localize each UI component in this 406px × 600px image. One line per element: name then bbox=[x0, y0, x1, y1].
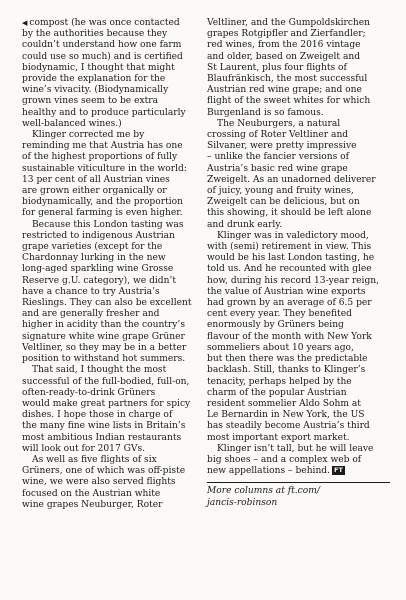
line-text: how, during his record 13-year reign, bbox=[207, 275, 380, 286]
line-text: Reserve g.U. category), we didn’t bbox=[22, 275, 177, 286]
text-line bbox=[22, 455, 205, 466]
text-line bbox=[22, 343, 205, 354]
text-line bbox=[207, 320, 390, 331]
text-line bbox=[22, 18, 205, 29]
line-text: couldn’t understand how one farm bbox=[22, 40, 182, 51]
line-text: and drunk early. bbox=[207, 219, 283, 230]
line-text: Burgenland is so famous. bbox=[207, 107, 324, 118]
line-text: red wines, from the 2016 vintage bbox=[207, 40, 361, 51]
line-text: 13 per cent of all Austrian vines bbox=[22, 174, 170, 185]
text-line bbox=[207, 433, 390, 444]
text-line bbox=[207, 152, 390, 163]
text-line bbox=[22, 152, 205, 163]
text-line bbox=[207, 253, 390, 264]
line-text: biodynamically, and the proportion bbox=[22, 197, 183, 208]
line-text: are grown either organically or bbox=[22, 186, 167, 197]
line-text: the value of Austrian wine exports bbox=[207, 286, 366, 297]
text-line bbox=[22, 466, 205, 477]
line-text: successful of the full-bodied, full-on, bbox=[22, 376, 190, 387]
line-text: often-ready-to-drink Grüners bbox=[22, 387, 156, 398]
line-text: but then there was the predictable bbox=[207, 354, 368, 365]
text-line bbox=[207, 377, 390, 388]
line-text: flight of the sweet whites for which bbox=[207, 96, 371, 107]
text-line bbox=[207, 354, 390, 365]
text-line bbox=[22, 276, 205, 287]
line-text: could use so much) and is certified bbox=[22, 51, 183, 62]
text-line bbox=[207, 309, 390, 320]
text-line bbox=[22, 332, 205, 343]
line-text: Silvaner, were pretty impressive bbox=[207, 141, 357, 152]
text-line bbox=[207, 85, 390, 96]
line-text: backlash. Still, thanks to Klinger’s bbox=[207, 365, 366, 376]
line-text: well-balanced wines.) bbox=[22, 118, 122, 129]
text-line bbox=[207, 276, 390, 287]
line-text: sustainable viticulture in the world: bbox=[22, 163, 187, 174]
text-line bbox=[207, 410, 390, 421]
text-line bbox=[22, 40, 205, 51]
line-text: tenacity, perhaps helped by the bbox=[207, 376, 352, 387]
line-text: position to withstand hot summers. bbox=[22, 354, 186, 365]
text-line bbox=[207, 444, 390, 455]
text-line bbox=[22, 186, 205, 197]
text-line bbox=[22, 264, 205, 275]
text-line bbox=[207, 466, 390, 477]
line-text: would be his last London tasting, he bbox=[207, 253, 375, 264]
line-text: St Laurent, plus four flights of bbox=[207, 62, 347, 73]
text-line bbox=[22, 108, 205, 119]
line-text: long-aged sparkling wine Grosse bbox=[22, 264, 174, 275]
line-text: restricted to indigenous Austrian bbox=[22, 230, 175, 241]
text-line bbox=[207, 74, 390, 85]
text-line bbox=[22, 74, 205, 85]
line-text: focused on the Austrian white bbox=[22, 488, 161, 499]
line-text: Zweigelt. As an unadorned deliverer bbox=[207, 174, 376, 185]
text-line bbox=[22, 220, 205, 231]
text-line bbox=[22, 365, 205, 376]
line-text: has steadily become Austria’s third bbox=[207, 421, 370, 432]
line-text: compost (he was once contacted bbox=[29, 18, 180, 28]
text-line bbox=[22, 175, 205, 186]
line-text: with (semi) retirement in view. This bbox=[207, 242, 372, 253]
text-line bbox=[207, 264, 390, 275]
text-line bbox=[22, 164, 205, 175]
text-line bbox=[22, 500, 205, 511]
line-text: wine, we were also served flights bbox=[22, 477, 176, 488]
line-text: healthy and to produce particularly bbox=[22, 107, 186, 118]
text-line bbox=[22, 85, 205, 96]
line-text: cent every year. They benefited bbox=[207, 309, 352, 320]
line-text: grape varieties (except for the bbox=[22, 242, 163, 253]
text-line bbox=[22, 298, 205, 309]
text-line bbox=[22, 388, 205, 399]
text-line bbox=[207, 186, 390, 197]
line-text: by the authorities because they bbox=[22, 29, 168, 40]
text-line bbox=[207, 455, 390, 466]
text-line bbox=[22, 52, 205, 63]
text-line bbox=[207, 175, 390, 186]
text-line bbox=[207, 287, 390, 298]
text-line bbox=[207, 63, 390, 74]
line-text: big shoes – and a complex web of bbox=[207, 454, 362, 465]
text-line bbox=[207, 365, 390, 376]
line-text: grown vines seem to be extra bbox=[22, 96, 159, 107]
line-text: sommeliers about 10 years ago, bbox=[207, 342, 354, 353]
line-text: signature white wine grape Grüner bbox=[22, 331, 185, 342]
text-line bbox=[22, 231, 205, 242]
text-line bbox=[207, 130, 390, 141]
line-text: and older, based on Zweigelt and bbox=[207, 51, 361, 62]
line-text: Blaufränkisch, the most successful bbox=[207, 74, 368, 85]
text-line bbox=[22, 433, 205, 444]
line-text: That said, I thought the most bbox=[32, 365, 167, 376]
line-text: The Neuburgers, a natural bbox=[217, 118, 341, 129]
line-text: wine’s vivacity. (Biodynamically bbox=[22, 85, 169, 96]
line-text: and are generally fresher and bbox=[22, 309, 160, 320]
text-line bbox=[22, 63, 205, 74]
line-text: Rieslings. They can also be excellent bbox=[22, 298, 192, 309]
text-line bbox=[22, 421, 205, 432]
text-line bbox=[207, 231, 390, 242]
text-line bbox=[207, 197, 390, 208]
line-text: enormously by Grüners being bbox=[207, 320, 344, 331]
line-text: of juicy, young and fruity wines, bbox=[207, 186, 354, 197]
text-line bbox=[207, 29, 390, 40]
line-text: Austria’s basic red wine grape bbox=[207, 163, 348, 174]
text-line bbox=[207, 220, 390, 231]
text-line bbox=[207, 343, 390, 354]
line-text: – unlike the fancier versions of bbox=[207, 152, 349, 163]
line-text: As well as five flights of six bbox=[32, 454, 157, 465]
line-text: provide the explanation for the bbox=[22, 74, 166, 85]
line-text: this showing, it should be left alone bbox=[207, 208, 372, 219]
footer-line: More columns at ft.com/ bbox=[207, 486, 320, 497]
text-line bbox=[207, 332, 390, 343]
line-text: grapes Rotgipfler and Zierfandler; bbox=[207, 29, 366, 40]
footer-link[interactable]: jancis-robinson bbox=[207, 497, 278, 508]
text-line bbox=[207, 119, 390, 130]
text-line bbox=[22, 208, 205, 219]
line-text: Zweigelt can be delicious, but on bbox=[207, 197, 360, 208]
text-line bbox=[207, 108, 390, 119]
text-line bbox=[22, 377, 205, 388]
text-line bbox=[207, 96, 390, 107]
text-line bbox=[207, 399, 390, 410]
line-text: had grown by an average of 6.5 per bbox=[207, 298, 372, 309]
text-line bbox=[22, 141, 205, 152]
line-text: for general farming is even higher. bbox=[22, 208, 183, 219]
line-text: new appellations – behind. bbox=[207, 466, 331, 477]
line-text: resident sommelier Aldo Sohm at bbox=[207, 398, 361, 409]
text-line bbox=[207, 242, 390, 253]
line-text: higher in acidity than the country’s bbox=[22, 320, 185, 331]
line-text: Austrian red wine grape; and one bbox=[207, 85, 362, 96]
text-line bbox=[207, 40, 390, 51]
line-text: Le Bernardin in New York, the US bbox=[207, 410, 365, 421]
line-text: flavour of the month with New York bbox=[207, 331, 372, 342]
text-line bbox=[207, 421, 390, 432]
line-text: of the highest proportions of fully bbox=[22, 152, 178, 163]
text-line bbox=[22, 96, 205, 107]
line-text: Klinger corrected me by bbox=[32, 130, 145, 141]
text-line bbox=[22, 320, 205, 331]
line-text: Because this London tasting was bbox=[32, 219, 184, 230]
text-line bbox=[22, 197, 205, 208]
text-line bbox=[207, 208, 390, 219]
text-line bbox=[207, 388, 390, 399]
line-text: told us. And he recounted with glee bbox=[207, 264, 372, 275]
line-text: most ambitious Indian restaurants bbox=[22, 432, 182, 443]
article-column-left bbox=[22, 18, 205, 511]
line-text: Chardonnay lurking in the new bbox=[22, 253, 166, 264]
text-line bbox=[207, 18, 390, 29]
line-text: Veltliner, so they may be in a better bbox=[22, 342, 187, 353]
text-line bbox=[207, 298, 390, 309]
text-line bbox=[207, 141, 390, 152]
article-column-right bbox=[207, 18, 390, 509]
line-text: dishes. I hope those in charge of bbox=[22, 410, 173, 421]
line-text: would make great partners for spicy bbox=[22, 398, 191, 409]
text-line bbox=[22, 309, 205, 320]
more-columns-footer bbox=[207, 486, 390, 508]
text-line bbox=[22, 130, 205, 141]
text-line bbox=[22, 477, 205, 488]
text-line bbox=[22, 399, 205, 410]
line-text: the many fine wine lists in Britain’s bbox=[22, 421, 186, 432]
line-text: most important export market. bbox=[207, 432, 350, 443]
line-text: Klinger isn’t tall, but he will leave bbox=[217, 443, 374, 454]
line-text: reminding me that Austria has one bbox=[22, 141, 183, 152]
line-text: crossing of Roter Veltliner and bbox=[207, 130, 349, 141]
text-line bbox=[22, 253, 205, 264]
line-text: will look out for 2017 GVs. bbox=[22, 443, 146, 454]
line-text: Grüners, one of which was off-piste bbox=[22, 466, 186, 477]
line-text: biodynamic, I thought that might bbox=[22, 62, 175, 73]
text-line bbox=[22, 287, 205, 298]
line-text: charm of the popular Austrian bbox=[207, 387, 347, 398]
text-line bbox=[22, 444, 205, 455]
line-text: wine grapes Neuburger, Roter bbox=[22, 499, 163, 510]
line-text: have a chance to try Austria’s bbox=[22, 286, 160, 297]
text-line bbox=[207, 52, 390, 63]
text-line bbox=[22, 354, 205, 365]
footer-divider bbox=[207, 482, 390, 483]
continued-arrow-icon: ◀ bbox=[22, 19, 28, 27]
ft-end-mark-icon: FT bbox=[334, 466, 343, 475]
text-line bbox=[22, 242, 205, 253]
text-line bbox=[22, 29, 205, 40]
text-line bbox=[22, 489, 205, 500]
text-line bbox=[207, 164, 390, 175]
right-column-body bbox=[207, 18, 390, 477]
line-text: Veltliner, and the Gumpoldskirchen bbox=[207, 18, 371, 28]
text-line bbox=[22, 410, 205, 421]
line-text: Klinger was in valedictory mood, bbox=[217, 230, 369, 241]
text-line bbox=[22, 119, 205, 130]
